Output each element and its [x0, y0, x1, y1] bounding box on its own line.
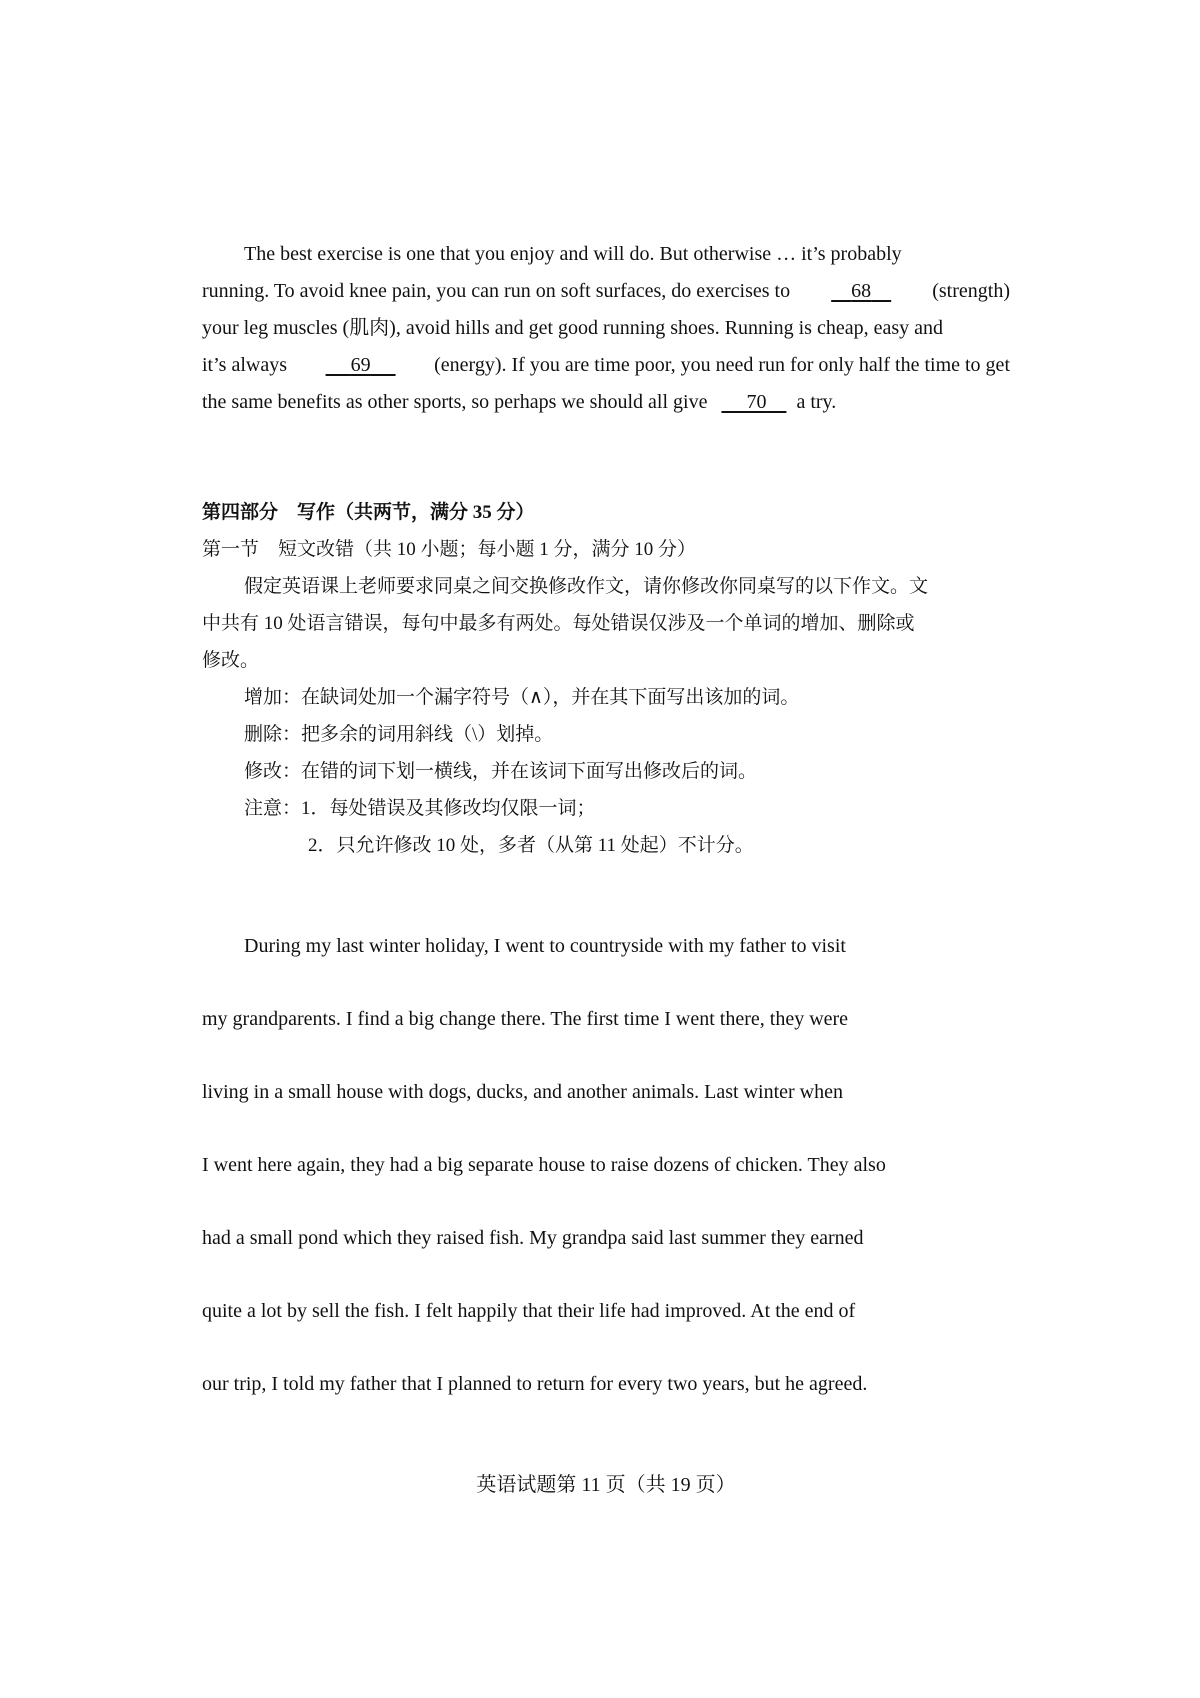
essay-line: During my last winter holiday, I went to countryside with my father to visit	[244, 935, 846, 957]
instruction-line: 中共有 10 处语言错误，每句中最多有两处。每处错误仅涉及一个单词的增加、删除或	[202, 613, 915, 634]
section-heading: 第四部分 写作（共两节，满分 35 分）	[202, 502, 535, 523]
essay-line: I went here again, they had a big separate house to raise dozens of chicken. They also	[202, 1154, 886, 1176]
essay-line: our trip, I told my father that I planned to return for every two years, but he agreed.	[202, 1373, 868, 1395]
passage-text: The best exercise is one that you enjoy and will do. But otherwise … it’s probably	[244, 243, 902, 265]
essay-line: had a small pond which they raised fish. My grandpa said last summer they earned	[202, 1227, 864, 1249]
instruction-line: 假定英语课上老师要求同桌之间交换修改作文，请你修改你同桌写的以下作文。文	[244, 576, 929, 597]
modify-rule: 修改：在错的词下划一横线，并在该词下面写出修改后的词。	[244, 761, 758, 782]
passage-line-4	[202, 347, 1010, 384]
essay-line: my grandparents. I find a big change there. The first time I went there, they were	[202, 1008, 849, 1030]
passage-text: (energy). If you are time poor, you need run for only half the time to get	[434, 354, 1010, 376]
passage-line-3	[202, 310, 1010, 347]
essay-line: quite a lot by sell the fish. I felt happily that their life had improved. At the end of	[202, 1300, 856, 1322]
page-footer: 英语试题第 11 页（共 19 页）	[476, 1474, 736, 1496]
add-rule: 增加：在缺词处加一个漏字符号（∧），并在其下面写出该加的词。	[244, 687, 800, 708]
essay-line: living in a small house with dogs, ducks, and another animals. Last winter when	[202, 1081, 843, 1103]
passage-line-1	[202, 236, 1010, 273]
blank-number: 68	[851, 280, 872, 302]
passage-line-2	[202, 273, 1010, 310]
delete-rule: 删除：把多余的词用斜线（\）划掉。	[244, 724, 554, 745]
passage-text: running. To avoid knee pain, you can run on soft surfaces, do exercises to	[202, 280, 791, 302]
blank-69[interactable]	[326, 347, 396, 384]
passage-line-5	[202, 384, 1010, 421]
passage-text: a try.	[796, 391, 837, 413]
blank-68[interactable]	[831, 273, 891, 310]
instruction-line: 修改。	[202, 650, 260, 671]
blank-number: 70	[746, 391, 767, 413]
note-2: 2．只允许修改 10 处，多者（从第 11 处起）不计分。	[308, 835, 754, 856]
note-1: 注意：1．每处错误及其修改均仅限一词；	[244, 798, 596, 819]
writing-section	[202, 494, 1010, 864]
blank-number: 69	[350, 354, 371, 376]
passage-text: (strength)	[932, 280, 1010, 302]
passage-text: the same benefits as other sports, so perhaps we should all give	[202, 391, 708, 413]
blank-70[interactable]	[721, 384, 786, 421]
exam-page	[202, 0, 1010, 1698]
passage-text: it’s always	[202, 354, 287, 376]
passage-text: your leg muscles (肌肉), avoid hills and get good running shoes. Running is cheap, easy and	[202, 317, 943, 339]
section-subheading: 第一节 短文改错（共 10 小题；每小题 1 分，满分 10 分）	[202, 539, 697, 560]
essay-to-correct	[202, 931, 1010, 1442]
reading-passage	[202, 236, 1010, 421]
